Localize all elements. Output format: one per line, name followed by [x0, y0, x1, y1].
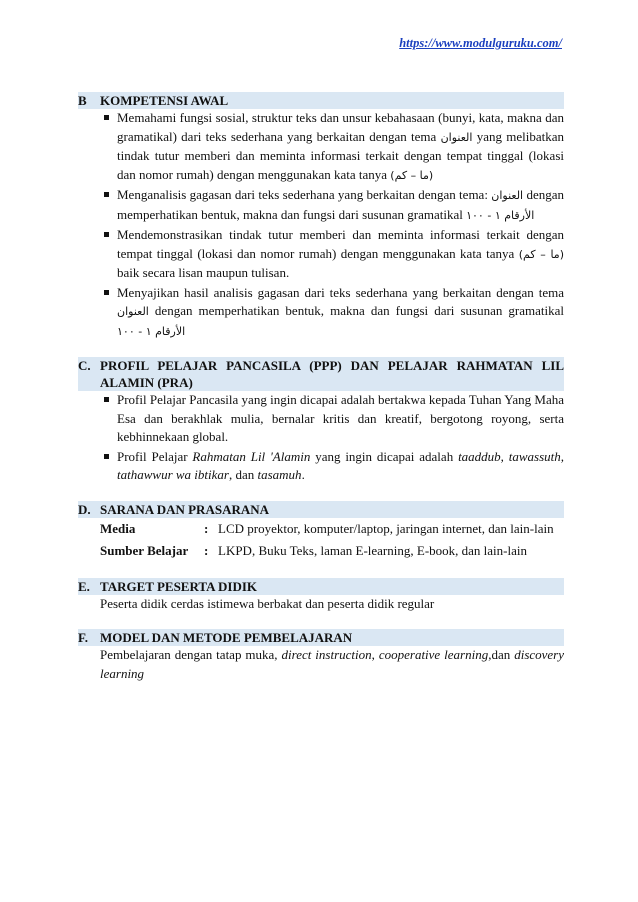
item-text: yang melibatkan tindak tutur memberi dan meminta informasi terkait dengan tempat tinggal (lokasi dan nomor rumah) dengan menggunakan kata tanya	[117, 128, 564, 182]
section-profil-pelajar	[78, 357, 564, 485]
section-heading	[78, 92, 564, 109]
item-text: Menganalisis gagasan dari teks sederhana yang berkaitan dengan tema:	[117, 187, 488, 202]
media-row	[100, 518, 564, 540]
section-model-metode	[78, 629, 564, 683]
section-letter: F.	[78, 630, 88, 645]
arabic-term: العنوان	[117, 305, 149, 318]
list-item	[100, 226, 564, 283]
row-label: Sumber Belajar	[100, 542, 189, 558]
row-value: LCD proyektor, komputer/laptop, jaringan internet, dan lain-lain	[218, 520, 554, 536]
arabic-term: الأرقام ١ - ١٠٠	[117, 324, 186, 338]
section-title: KOMPETENSI AWAL	[100, 93, 229, 108]
section-title: PROFIL PELAJAR PANCASILA (PPP) DAN PELAJAR RAHMATAN LIL ALAMIN (PRA)	[100, 358, 564, 390]
item-text-italic: tasamuh	[257, 467, 302, 482]
item-text: yang ingin dicapai adalah	[315, 448, 454, 464]
item-text: .	[301, 467, 305, 482]
row-label: Media	[100, 520, 136, 536]
list-item: Profil Pelajar Pancasila yang ingin dicapai adalah bertakwa kepada Tuhan Yang Maha Esa dan berakhlak mulia, bernalar kritis dan kreatif, bergotong royong, serta kebhinnekaan global.	[100, 391, 564, 447]
text-italic: cooperative learning	[378, 647, 489, 662]
item-text: Profil Pelajar	[117, 448, 188, 464]
section-text	[100, 646, 564, 683]
document-content	[78, 92, 564, 699]
item-text: Mendemonstrasikan tindak tutur memberi dan meminta informasi terkait dengan tempat tinggal (lokasi dan nomor rumah) dengan menggunakan kata tanya	[117, 227, 564, 261]
item-text: baik secara lisan maupun tulisan.	[117, 265, 290, 280]
item-text: Menyajikan hasil analisis gagasan dari teks sederhana yang berkaitan dengan tema	[117, 284, 564, 300]
section-title: MODEL DAN METODE PEMBELAJARAN	[100, 630, 353, 645]
row-colon: :	[204, 520, 209, 536]
section-letter: C.	[78, 358, 91, 373]
text-part: Pembelajaran dengan tatap muka,	[100, 647, 278, 662]
list-item	[100, 284, 564, 342]
row-colon: :	[204, 542, 209, 558]
list-item	[100, 109, 564, 185]
section-letter: B	[78, 93, 87, 108]
section-sarana-prasarana	[78, 501, 564, 562]
section-title: SARANA DAN PRASARANA	[100, 501, 270, 517]
section-kompetensi-awal	[78, 92, 564, 341]
arabic-term: (ما – كم)	[518, 247, 564, 261]
section-heading	[78, 629, 564, 646]
list-item	[100, 186, 564, 225]
item-text: dengan memperhatikan bentuk, makna dan fungsi dari susunan gramatikal	[154, 303, 565, 318]
section-title: TARGET PESERTA DIDIK	[100, 578, 258, 594]
arabic-term: العنوان	[491, 189, 524, 202]
item-text: dengan memperhatikan bentuk, makna dan fungsi dari susunan gramatikal	[117, 187, 564, 222]
competency-list	[100, 109, 564, 341]
text-part: ,	[371, 647, 375, 662]
section-heading	[78, 357, 564, 391]
profile-list	[100, 391, 564, 485]
arabic-term: العنوان	[440, 130, 473, 144]
item-text: , dan	[228, 467, 255, 482]
arabic-term: (ما – كم)	[390, 168, 434, 182]
section-heading	[78, 501, 564, 518]
row-value: LKPD, Buku Teks, laman E-learning, E-book, dan lain-lain	[218, 542, 527, 558]
section-heading	[78, 578, 564, 595]
item-text-italic: Rahmatan Lil 'Alamin	[192, 448, 311, 464]
arabic-term: الأرقام ١ - ١٠٠	[466, 208, 535, 222]
item-text-italic: taaddub, tawassuth, tathawwur wa ibtikar	[117, 448, 565, 482]
item-text: Memahami fungsi sosial, struktur teks dan unsur kebahasaan (bunyi, kata, makna dan gramatikal) dari teks sederhana yang berkaitan dengan tema	[117, 110, 564, 144]
section-letter: E.	[78, 578, 90, 594]
sumber-belajar-row	[100, 540, 564, 562]
section-text: Peserta didik cerdas istimewa berbakat dan peserta didik regular	[100, 595, 435, 611]
text-italic: discovery learning	[100, 647, 565, 681]
header-url-link[interactable]: https://www.modulguruku.com/	[399, 36, 562, 50]
text-part: ,dan	[488, 647, 511, 662]
text-italic: direct instruction	[281, 647, 372, 662]
section-letter: D.	[78, 501, 91, 517]
list-item	[100, 448, 564, 485]
section-target-peserta	[78, 578, 564, 614]
